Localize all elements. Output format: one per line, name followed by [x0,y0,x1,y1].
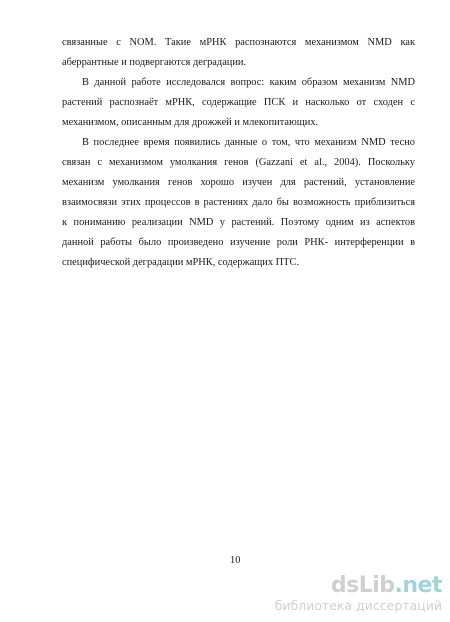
text-line: В данной работе исследовался вопрос: каким образом механизм NMD [82,77,415,88]
watermark-logo [331,574,442,598]
text-line: взаимосвязи этих процессов в растениях дало бы возможность приблизиться [62,197,415,208]
text-line: механизмом, описанным для дрожжей и млекопитающих. [62,117,319,128]
watermark-logo-part1: dsLib [330,573,395,598]
page-number: 10 [230,555,241,566]
text-line: связанные с NOM. Такие мРНК распознаются механизмом NMD как [62,37,415,48]
watermark [270,574,442,616]
text-line: связан с механизмом умолкания генов (Gazzani et al., 2004). Поскольку [62,157,415,168]
text-line: механизм умолкания генов хорошо изучен для растений, установление [62,177,415,188]
text-line: специфической деградации мРНК, содержащих ПТС. [62,257,300,268]
text-line: В последнее время появились данные о том, что механизм NMD тесно [82,137,415,148]
text-line: данной работы было произведено изучение роли РНК- интерференции в [62,237,415,248]
watermark-subtitle: библиотека диссертаций [274,598,442,613]
watermark-logo-part2: .net [394,573,442,598]
text-line: растений распознаёт мРНК, содержащие ПСК и насколько от сходен с [62,97,415,108]
text-line: аберрантные и подвергаются деградации. [62,57,247,68]
text-line: к пониманию реализации NMD у растений. Поэтому одним из аспектов [62,217,415,228]
